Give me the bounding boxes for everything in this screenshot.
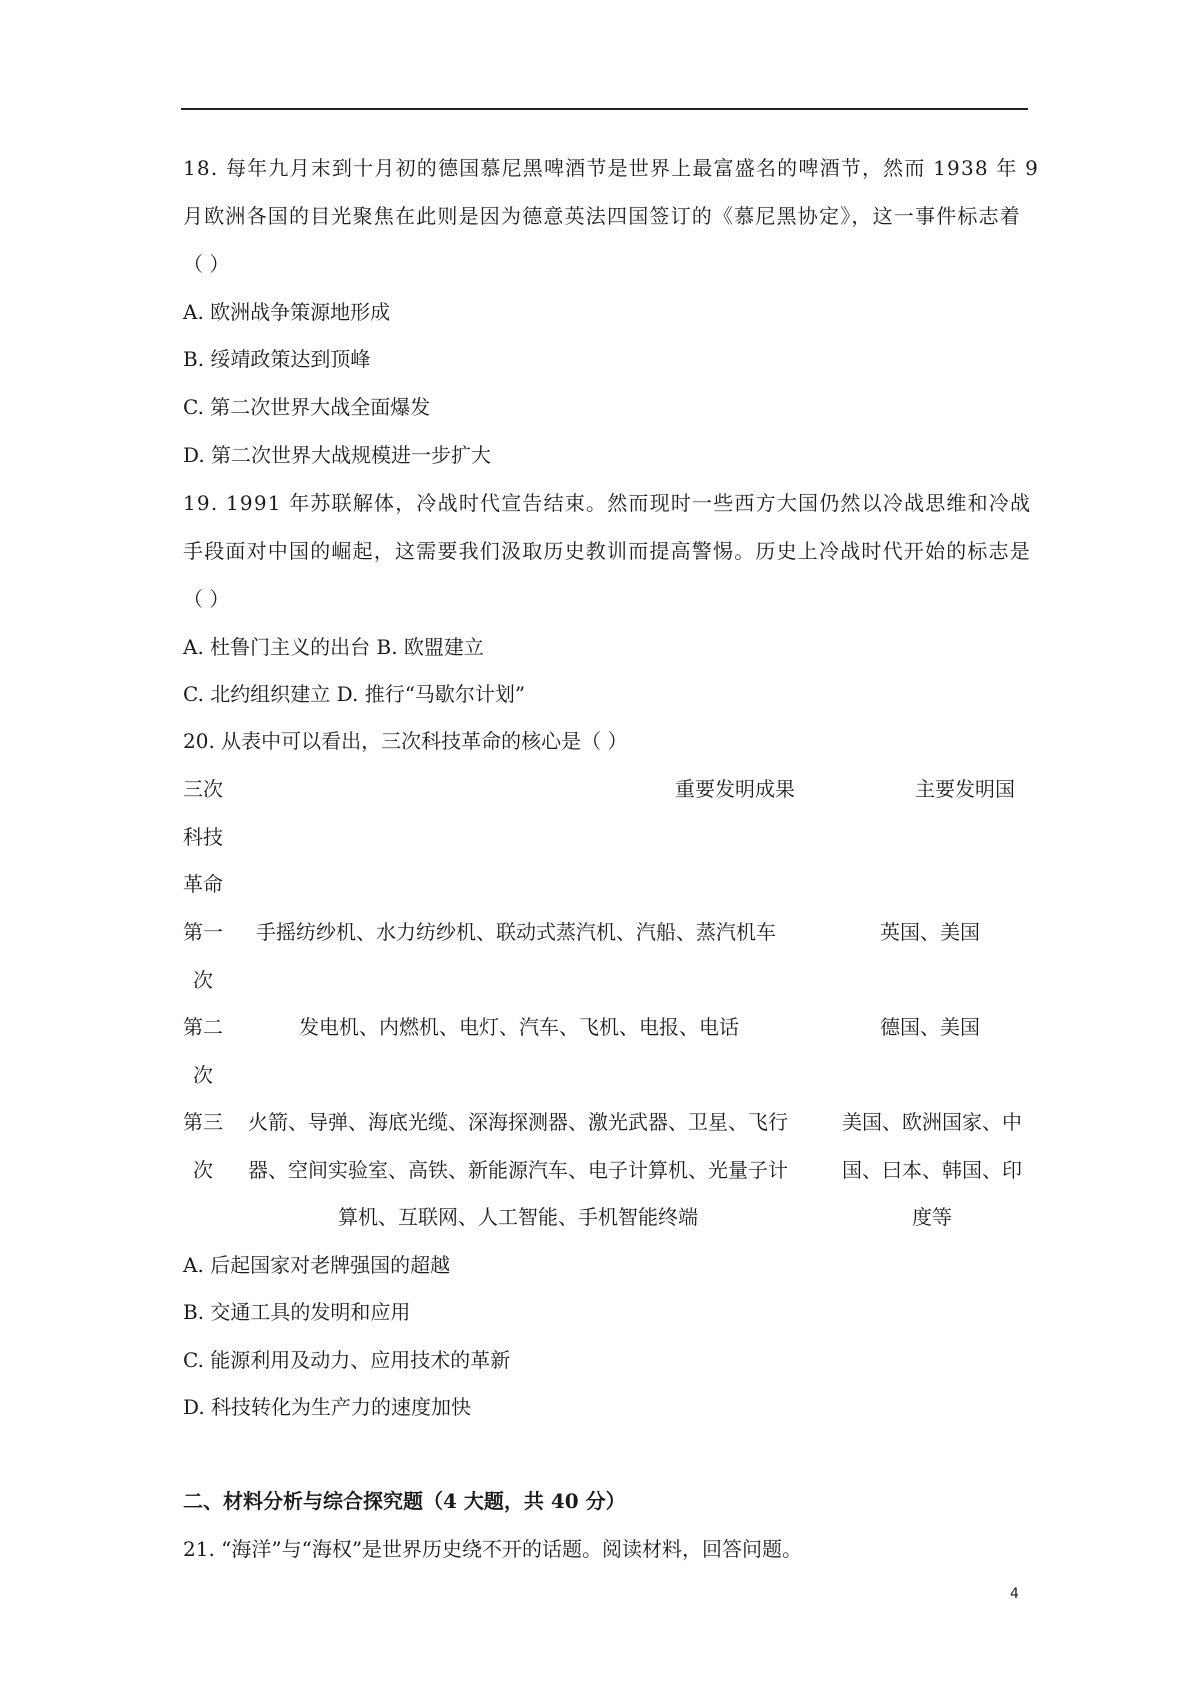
table-row-1-name-line-1: 第一 [183,920,223,944]
table-row-1-name-line-2: 次 [193,968,213,992]
q20-option-a: A. 后起国家对老牌强国的超越 [183,1253,451,1277]
table-row-3-inventions-line-2: 器、空间实验室、高铁、新能源汽车、电子计算机、光量子计 [248,1158,788,1182]
q20-option-c: C. 能源利用及动力、应用技术的革新 [183,1348,511,1372]
q18-option-d: D. 第二次世界大战规模进一步扩大 [183,443,492,467]
table-row-2-name-line-1: 第二 [183,1015,223,1039]
table-header-col3: 主要发明国 [915,777,1015,801]
q19-options-row-2: C. 北约组织建立 D. 推行“马歇尔计划” [183,682,526,706]
table-row-3-countries-line-3: 度等 [912,1205,952,1229]
q18-line-2: 月欧洲各国的目光聚焦在此则是因为德意英法四国签订的《慕尼黑协定》，这一事件标志着 [183,204,1021,228]
section-2-heading: 二、材料分析与综合探究题（4 大题，共 40 分） [183,1489,626,1513]
q19-options-row-1: A. 杜鲁门主义的出台 B. 欧盟建立 [183,635,484,659]
q18-line-1: 18. 每年九月末到十月初的德国慕尼黑啤酒节是世界上最富盛名的啤酒节，然而 1938 年 9 [183,156,1040,180]
q20-option-d: D. 科技转化为生产力的速度加快 [183,1395,472,1419]
table-header-col1-line-2: 科技 [183,825,223,849]
q19-line-2: 手段面对中国的崛起，这需要我们汲取历史教训而提高警惕。历史上冷战时代开始的标志是 [183,539,1031,563]
table-row-3-name-line-2: 次 [193,1158,213,1182]
page-number: 4 [1010,1586,1019,1602]
table-row-3-countries-line-1: 美国、欧洲国家、中 [842,1110,1022,1134]
q20-stem: 20. 从表中可以看出，三次科技革命的核心是（ ） [183,729,628,753]
table-row-3-name-line-1: 第三 [183,1110,223,1134]
table-row-2-countries: 德国、美国 [880,1015,980,1039]
table-row-2-name-line-2: 次 [193,1063,213,1087]
table-row-2-inventions: 发电机、内燃机、电灯、汽车、飞机、电报、电话 [299,1015,739,1039]
table-row-3-inventions-line-1: 火箭、导弹、海底光缆、深海探测器、激光武器、卫星、飞行 [248,1110,788,1134]
q21-stem: 21. “海洋”与“海权”是世界历史绕不开的话题。阅读材料，回答问题。 [183,1537,803,1561]
q18-option-a: A. 欧洲战争策源地形成 [183,300,391,324]
table-header-col1-line-1: 三次 [183,777,223,801]
q20-option-b: B. 交通工具的发明和应用 [183,1300,411,1324]
header-rule [181,108,1028,110]
q18-paren: （ ） [183,252,230,276]
table-row-1-countries: 英国、美国 [880,920,980,944]
q18-option-c: C. 第二次世界大战全面爆发 [183,395,431,419]
table-header-col2: 重要发明成果 [675,777,795,801]
table-row-3-countries-line-2: 国、曰本、韩国、印 [842,1158,1022,1182]
q19-line-1: 19. 1991 年苏联解体，冷战时代宣告结束。然而现时一些西方大国仍然以冷战思维和冷战 [183,491,1032,515]
q19-paren: （ ） [183,587,230,611]
table-header-col1-line-3: 革命 [183,872,223,896]
q18-option-b: B. 绥靖政策达到顶峰 [183,347,371,371]
table-row-1-inventions: 手摇纺纱机、水力纺纱机、联动式蒸汽机、汽船、蒸汽机车 [256,920,776,944]
table-row-3-inventions-line-3: 算机、互联网、人工智能、手机智能终端 [338,1205,698,1229]
